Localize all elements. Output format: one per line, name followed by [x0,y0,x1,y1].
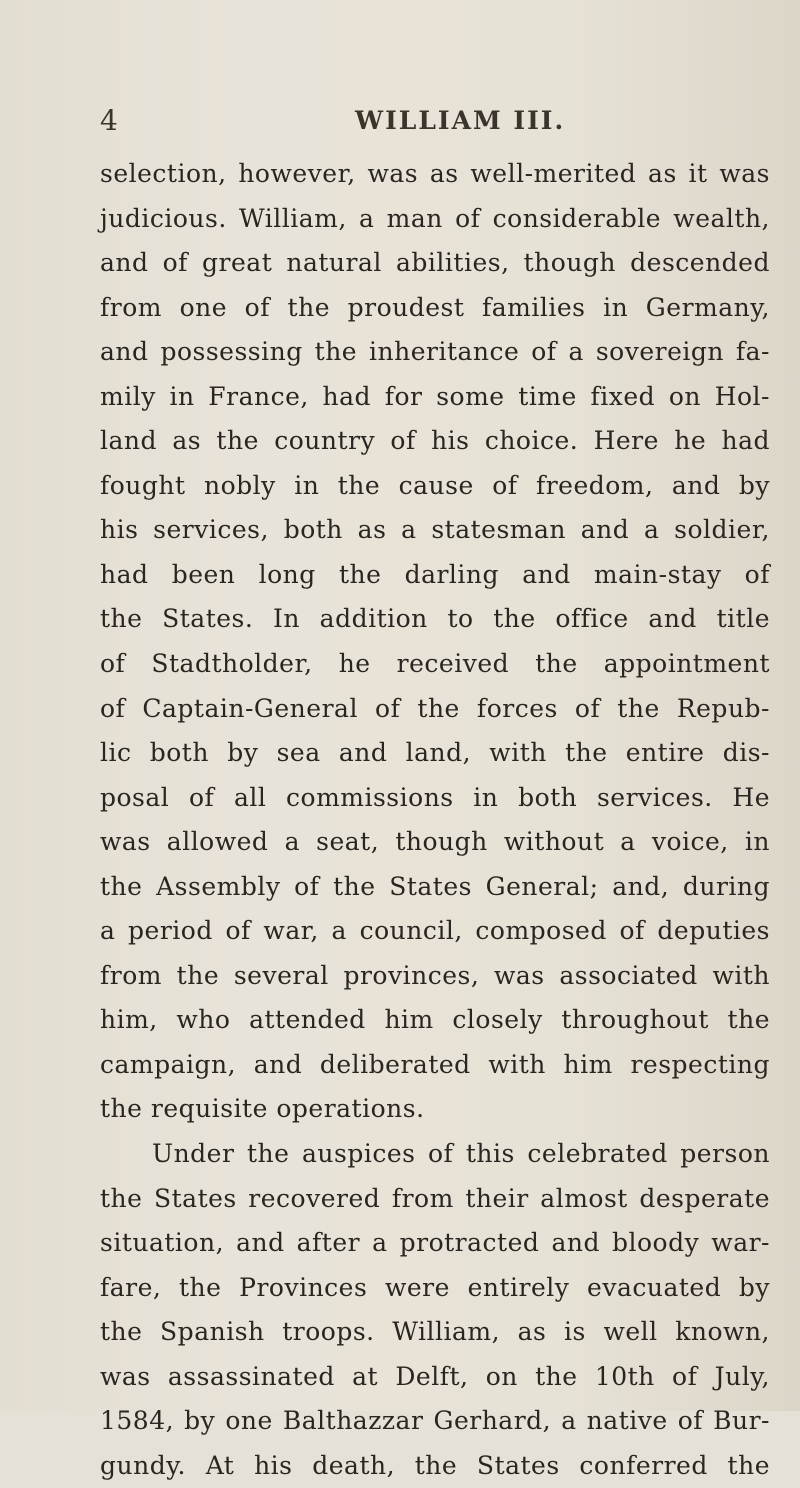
text-line: was assassinated at Delft, on the 10th of July, [100,1361,770,1391]
text-line: campaign, and deliberated with him respecting [100,1049,770,1079]
text-line: and of great natural abilities, though descended [100,248,770,278]
text-line: 1584, by one Balthazzar Gerhard, a native of Bur- [100,1406,770,1436]
text-line: and possessing the inheritance of a sovereign fa- [100,337,770,367]
text-line: of Captain-General of the forces of the Repub- [100,693,770,723]
body-text [100,152,770,1488]
text-line: him, who attended him closely throughout the [100,1005,770,1035]
text-line: mily in France, had for some time fixed on Hol- [100,381,770,411]
text-line: from the several provinces, was associated with [100,960,770,990]
text-line: the Assembly of the States General; and, during [100,871,770,901]
text-line: selection, however, was as well-merited as it was [100,159,770,188]
text-line: situation, and after a protracted and bloody war- [100,1228,770,1258]
text-line: the States recovered from their almost desperate [100,1183,770,1213]
text-line: the requisite operations. [100,1094,425,1124]
paragraph-first-line: Under the auspices of this celebrated person [152,1139,770,1169]
text-line: from one of the proudest families in Germany, [100,292,770,322]
text-line: fare, the Provinces were entirely evacuated by [100,1272,770,1302]
text-line: had been long the darling and main-stay of [100,559,770,589]
text-line: posal of all commissions in both services. He [100,782,770,812]
running-head: WILLIAM III. [355,106,566,135]
text-line: judicious. William, a man of considerable wealth, [100,203,770,233]
text-line: fought nobly in the cause of freedom, and by [100,470,770,500]
text-line: was allowed a seat, though without a voice, in [100,827,770,857]
text-line: land as the country of his choice. Here he had [100,426,770,456]
page-header [100,104,760,144]
text-line: gundy. At his death, the States conferred the [100,1450,770,1480]
text-line: lic both by sea and land, with the entire dis- [100,738,770,768]
page-number: 4 [100,104,118,137]
text-line: the States. In addition to the office and title [100,604,770,634]
text-line: his services, both as a statesman and a soldier, [100,515,770,545]
text-line: a period of war, a council, composed of deputies [100,916,770,946]
text-line: of Stadtholder, he received the appointment [100,649,770,679]
text-line: the Spanish troops. William, as is well known, [100,1317,770,1347]
